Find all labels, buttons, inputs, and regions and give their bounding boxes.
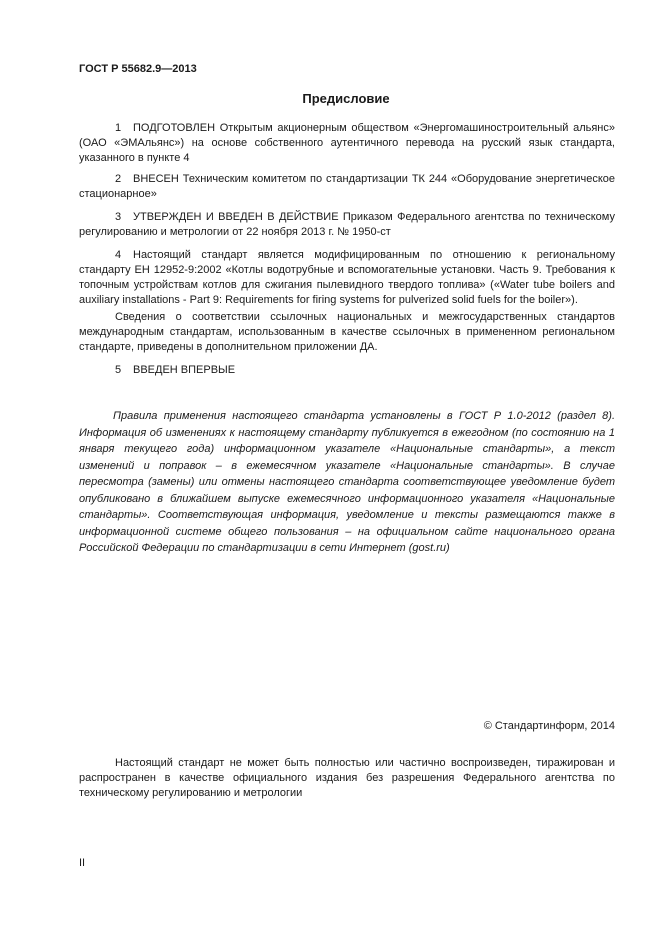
paragraph-number: 1 <box>115 122 122 134</box>
paragraph-number: 5 <box>115 364 122 376</box>
paragraph-text: ВВЕДЕН ВПЕРВЫЕ <box>133 364 236 376</box>
paragraph-3 <box>79 210 615 240</box>
paragraph-number: 4 <box>115 249 122 261</box>
notice-text: Настоящий стандарт не может быть полностью или частично воспроизведен, тиражирован и распространен в качестве официального издания без разрешения Федерального агентства по техническому регулированию и метрологии <box>79 757 615 799</box>
paragraph-2 <box>79 172 615 202</box>
paragraph-1 <box>79 121 615 166</box>
copyright: © Стандартинформ, 2014 <box>483 720 615 732</box>
paragraph-4-note <box>79 310 615 355</box>
paragraph-4 <box>79 248 615 308</box>
paragraph-number: 2 <box>115 173 122 185</box>
paragraph-text: Сведения о соответствии ссылочных национальных и межгосударственных стандартов международным стандартам, использованным в качестве ссылочных в примененном региональном стандарте, приведены в дополнительном приложении ДА. <box>79 311 615 353</box>
rules-note-text: Правила применения настоящего стандарта установлены в ГОСТ Р 1.0-2012 (раздел 8). Информация об изменениях к настоящему стандарту публикуется в ежегодном (по состоянию на 1 января текущего года) информационном указателе «Национальные стандарты», а текст изменений и поправок – в ежемесячном указателе «Национальные стандарты». В случае пересмотра (замены) или отмены настоящего стандарта соответствующее уведомление будет опубликовано в ближайшем выпуске ежемесячного информационного указателя «Национальные стандарты». Соответствующая информация, уведомление и тексты размещаются также в информационной системе общего пользования – на официальном сайте национального органа Российской Федерации по стандартизации в сети Интернет (gost.ru) <box>79 410 615 554</box>
paragraph-text: ВНЕСЕН Техническим комитетом по стандартизации ТК 244 «Оборудование энергетическое стационарное» <box>79 173 615 200</box>
page-title: Предисловие <box>302 91 390 106</box>
paragraph-text: ПОДГОТОВЛЕН Открытым акционерным обществом «Энергомашиностроительный альянс» (ОАО «ЭМАльянс») на основе собственного аутентичного перевода на русский язык стандарта, указанного в пункте 4 <box>79 122 615 164</box>
rules-note <box>79 408 615 557</box>
reproduction-notice <box>79 756 615 801</box>
paragraph-text: УТВЕРЖДЕН И ВВЕДЕН В ДЕЙСТВИЕ Приказом Федерального агентства по техническому регулированию и метрологии от 22 ноября 2013 г. № 1950-ст <box>79 211 615 238</box>
paragraph-text: Настоящий стандарт является модифицированным по отношению к региональному стандарту ЕН 12952-9:2002 «Котлы водотрубные и вспомогательные установки. Часть 9. Требования к топочным устройствам котлов для сжигания пылевидного твердого топлива» («Water tube boilers and auxiliary installations - Part 9: Requirements for firing systems for pulverized solid fuels for the boiler»). <box>79 249 615 306</box>
page-number: II <box>79 857 86 869</box>
document-code: ГОСТ Р 55682.9—2013 <box>79 63 197 75</box>
paragraph-number: 3 <box>115 211 122 223</box>
paragraph-5 <box>79 363 615 378</box>
